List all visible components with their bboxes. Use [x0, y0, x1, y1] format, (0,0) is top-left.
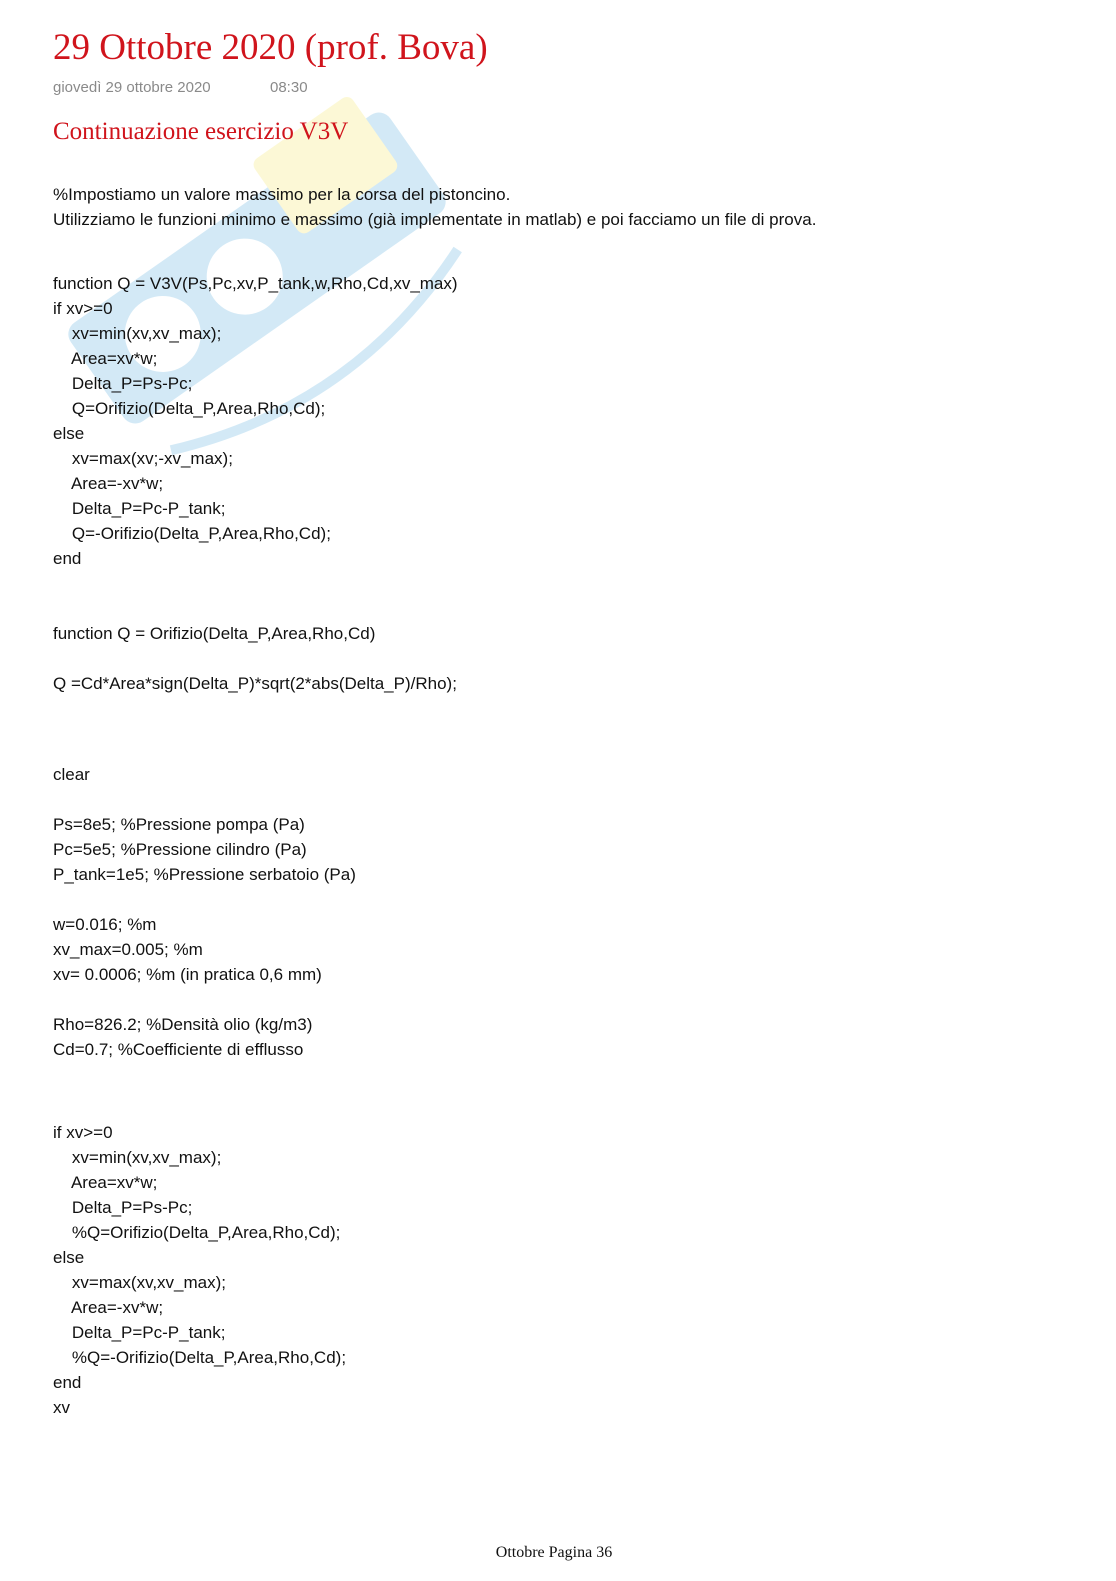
code-line: else	[53, 1248, 85, 1267]
code-line: Area=-xv*w;	[53, 474, 164, 493]
code-line: Q =Cd*Area*sign(Delta_P)*sqrt(2*abs(Delta_P)/Rho);	[53, 674, 457, 693]
code-line: end	[53, 1373, 82, 1392]
code-line: %Q=-Orifizio(Delta_P,Area,Rho,Cd);	[53, 1348, 347, 1367]
code-line: xv=min(xv,xv_max);	[53, 324, 222, 343]
code-line: Area=xv*w;	[53, 349, 158, 368]
code-line: Delta_P=Ps-Pc;	[53, 1198, 193, 1217]
text-line: %Impostiamo un valore massimo per la corsa del pistoncino.	[53, 185, 511, 204]
code-line: w=0.016; %m	[53, 915, 157, 934]
code-line: xv	[53, 1398, 70, 1417]
code-line: Delta_P=Ps-Pc;	[53, 374, 193, 393]
code-line: else	[53, 424, 85, 443]
code-line: Delta_P=Pc-P_tank;	[53, 1323, 226, 1342]
code-line: Cd=0.7; %Coefficiente di efflusso	[53, 1040, 304, 1059]
code-line: Pc=5e5; %Pressione cilindro (Pa)	[53, 840, 307, 859]
code-line: xv=max(xv,xv_max);	[53, 1273, 227, 1292]
code-line: Rho=826.2; %Densità olio (kg/m3)	[53, 1015, 313, 1034]
code-line: xv_max=0.005; %m	[53, 940, 203, 959]
page-footer: Ottobre Pagina 36	[495, 1544, 613, 1561]
code-line: xv=max(xv;-xv_max);	[53, 449, 233, 468]
code-line: Area=xv*w;	[53, 1173, 158, 1192]
code-line: xv= 0.0006; %m (in pratica 0,6 mm)	[53, 965, 322, 984]
code-line: Q=Orifizio(Delta_P,Area,Rho,Cd);	[53, 399, 326, 418]
page-date: giovedì 29 ottobre 2020	[53, 79, 211, 96]
code-line: P_tank=1e5; %Pressione serbatoio (Pa)	[53, 865, 356, 884]
code-line: %Q=Orifizio(Delta_P,Area,Rho,Cd);	[53, 1223, 341, 1242]
code-line: clear	[53, 765, 90, 784]
page-title: 29 Ottobre 2020 (prof. Bova)	[53, 27, 488, 68]
code-line: Delta_P=Pc-P_tank;	[53, 499, 226, 518]
code-line: Q=-Orifizio(Delta_P,Area,Rho,Cd);	[53, 524, 331, 543]
code-line: Ps=8e5; %Pressione pompa (Pa)	[53, 815, 305, 834]
code-line: if xv>=0	[53, 1123, 113, 1142]
code-line: end	[53, 549, 82, 568]
code-line: Area=-xv*w;	[53, 1298, 164, 1317]
text-line: Utilizziamo le funzioni minimo e massimo (già implementate in matlab) e poi facciamo un file di prova.	[53, 210, 817, 229]
code-line: function Q = V3V(Ps,Pc,xv,P_tank,w,Rho,Cd,xv_max)	[53, 274, 458, 293]
code-line: if xv>=0	[53, 299, 113, 318]
page-time: 08:30	[270, 79, 308, 96]
section-title: Continuazione esercizio V3V	[53, 118, 349, 145]
code-line: function Q = Orifizio(Delta_P,Area,Rho,Cd)	[53, 624, 376, 643]
code-line: xv=min(xv,xv_max);	[53, 1148, 222, 1167]
